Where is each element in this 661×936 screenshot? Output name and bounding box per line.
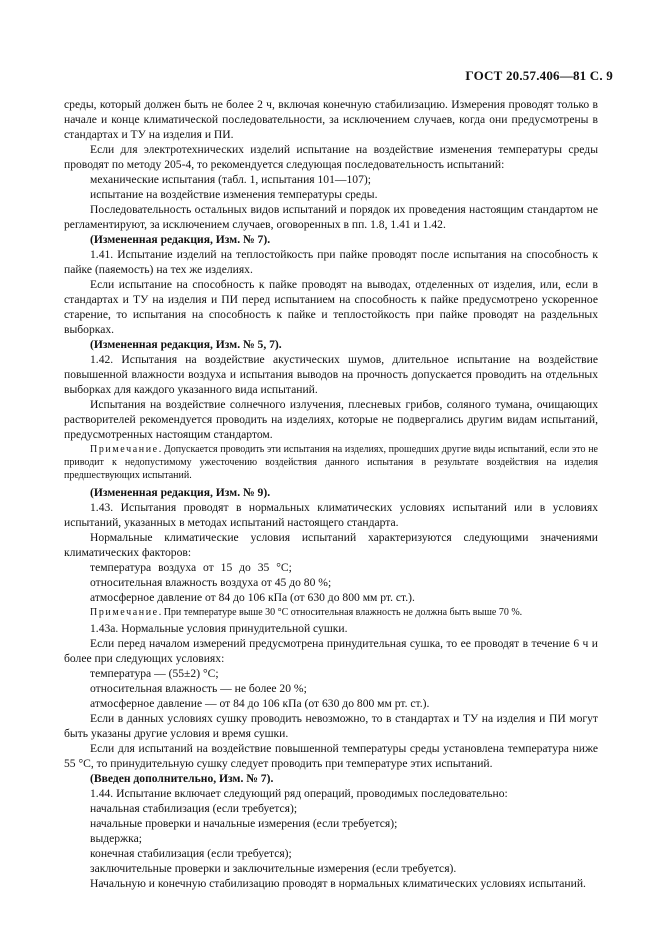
paragraph: Если перед началом измерений предусмотрена принудительная сушка, то ее проводят в течение 6 ч и более при следующих условиях:: [64, 636, 598, 665]
paragraph: 1.43. Испытания проводят в нормальных климатических условиях испытаний или в условиях испытаний, указанных в методах испытаний настоящего стандарта.: [64, 500, 598, 529]
paragraph: Если в данных условиях сушку проводить невозможно, то в стандартах и ТУ на изделия и ПИ могут быть указаны другие условия и время сушки.: [64, 711, 598, 740]
paragraph: относительная влажность — не более 20 %;: [90, 681, 307, 695]
footnote-remark: [64, 443, 598, 483]
paragraph: Если для испытаний на воздействие повышенной температуры среды установлена температура ниже 55 °С, то принудительную сушку следует проводить при температуре этих испытаний.: [64, 741, 598, 770]
paragraph: Нормальные климатические условия испытаний характеризуются следующими значениями климатических факторов:: [64, 530, 598, 559]
page-header: ГОСТ 20.57.406—81 С. 9: [465, 68, 613, 83]
remark-label: Примечание: [90, 444, 159, 455]
revision-note: (Введен дополнительно, Изм. № 7).: [90, 771, 274, 785]
paragraph: атмосферное давление — от 84 до 106 кПа (от 630 до 800 мм рт. ст.).: [90, 696, 430, 710]
paragraph: Если для электротехнических изделий испытание на воздействие изменения температуры среды проводят по методу 205-4, то рекомендуется следующая последовательность испытаний:: [64, 143, 598, 171]
paragraph: Начальную и конечную стабилизацию проводят в нормальных климатических условиях испытаний.: [90, 876, 586, 890]
paragraph: конечная стабилизация (если требуется);: [90, 846, 292, 860]
document-body: [64, 97, 598, 891]
paragraph: среды, который должен быть не более 2 ч, включая конечную стабилизацию. Измерения проводят только в начале и конце климатической последовательности, за исключением случаев, когда они предусмотрены в стандартах и ТУ на изделия и ПИ.: [64, 98, 598, 141]
paragraph: температура воздуха от 15 до 35 °С;: [90, 560, 292, 574]
paragraph: температура — (55±2) °С;: [90, 666, 219, 680]
remark-text: . При температуре выше 30 °С относительная влажность не должна быть выше 70 %.: [158, 606, 523, 618]
paragraph: Испытания на воздействие солнечного излучения, плесневых грибов, соляного тумана, очищающих растворителей рекомендуется проводить на изделиях, которые не подвергались другим видам испытаний, предусмотренных настоящим стандартом.: [64, 398, 598, 441]
paragraph: Если испытание на способность к пайке проводят на выводах, отделенных от изделия, или, если в стандартах и ТУ на изделия и ПИ перед испытанием на способность к пайке предусмотрено ускоренное старение, то испытания на способность к пайке и теплостойкость при пайке проводят на раздельных выборках.: [64, 278, 598, 336]
revision-note: (Измененная редакция, Изм. № 9).: [90, 485, 271, 499]
paragraph: выдержка;: [90, 831, 142, 845]
paragraph: 1.41. Испытание изделий на теплостойкость при пайке проводят после испытания на способность к пайке (паяемость) на тех же изделиях.: [64, 248, 598, 276]
footnote-remark: [64, 606, 598, 619]
remark-label: Примечание: [90, 606, 159, 618]
paragraph: атмосферное давление от 84 до 106 кПа (от 630 до 800 мм рт. ст.).: [90, 590, 415, 604]
paragraph: 1.42. Испытания на воздействие акустических шумов, длительное испытание на воздействие повышенной влажности воздуха и испытания выводов на прочность допускается проводить на отдельных выборках для каждого указанного вида испытаний.: [64, 353, 598, 396]
remark-text: . Допускается проводить эти испытания на изделиях, прошедших другие виды испытаний, если это не приводит к недопустимому ужесточению воздействия данного испытания в результате воздействия на изделия предшествующих испытаний.: [64, 444, 598, 482]
paragraph: начальные проверки и начальные измерения (если требуется);: [90, 816, 398, 830]
paragraph: механические испытания (табл. 1, испытания 101—107);: [90, 173, 371, 186]
paragraph: Последовательность остальных видов испытаний и порядок их проведения настоящим стандартом не регламентируют, за исключением случаев, оговоренных в пп. 1.8, 1.41 и 1.42.: [64, 203, 598, 231]
paragraph: заключительные проверки и заключительные измерения (если требуется).: [90, 861, 457, 875]
paragraph: относительная влажность воздуха от 45 до 80 %;: [90, 575, 332, 589]
paragraph: 1.44. Испытание включает следующий ряд операций, проводимых последовательно:: [90, 786, 508, 800]
revision-note: (Измененная редакция, Изм. № 7).: [90, 233, 271, 246]
paragraph: испытание на воздействие изменения температуры среды.: [90, 188, 378, 201]
revision-note: (Измененная редакция, Изм. № 5, 7).: [90, 338, 282, 351]
paragraph: 1.43а. Нормальные условия принудительной сушки.: [90, 621, 348, 635]
paragraph: начальная стабилизация (если требуется);: [90, 801, 298, 815]
